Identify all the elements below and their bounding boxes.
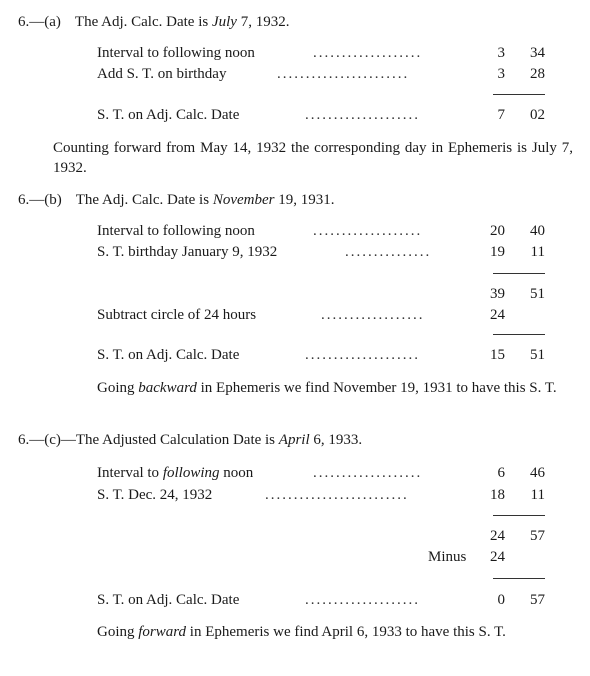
- row-label: S. T. on Adj. Calc. Date: [97, 347, 240, 363]
- row-label: Interval to following noon: [97, 45, 255, 61]
- hours-value: 7: [497, 107, 505, 123]
- section-b-title-prefix: The Adj. Calc. Date is: [75, 192, 213, 208]
- hours-value: 15: [490, 347, 505, 363]
- sum-rule: [493, 273, 545, 274]
- row-label: Subtract circle of 24 hours: [97, 307, 257, 323]
- leader-dots: ....................: [305, 107, 420, 123]
- section-c-title-rest: 6, 1933.: [309, 432, 363, 448]
- leader-dots: ...................: [313, 465, 423, 481]
- hours-value: 39: [490, 286, 505, 302]
- leader-dots: .........................: [265, 487, 409, 503]
- minutes-value: 51: [530, 286, 545, 302]
- section-b-label: 6.—(b): [18, 192, 62, 208]
- section-b-title: [76, 192, 335, 208]
- hours-value: 3: [497, 66, 505, 82]
- section-c-note: [97, 622, 577, 642]
- minutes-value: 57: [530, 528, 545, 544]
- section-b-title-rest: 19, 1931.: [274, 192, 335, 208]
- minutes-value: 51: [530, 347, 545, 363]
- leader-dots: ...............: [345, 244, 432, 260]
- row-label: Interval to following noon: [97, 223, 255, 239]
- section-a-title: [75, 14, 290, 30]
- difference-rule: [493, 334, 545, 335]
- section-b-note: [97, 378, 577, 398]
- row-label: Add S. T. on birthday: [97, 66, 227, 82]
- minutes-value: 11: [530, 487, 545, 503]
- section-b-heading: [18, 191, 334, 209]
- note-text: in Ephemeris we find April 6, 1933 to have this S. T.: [186, 624, 506, 640]
- note-text: Going: [97, 624, 139, 640]
- sum-rule: [493, 94, 545, 95]
- hours-value: 18: [490, 487, 505, 503]
- row-label: [97, 464, 253, 482]
- row-label: S. T. on Adj. Calc. Date: [97, 107, 240, 123]
- section-a-title-rest: 7, 1932.: [236, 14, 290, 30]
- minutes-value: 46: [530, 465, 545, 481]
- hours-value: 6: [497, 465, 505, 481]
- leader-dots: ..................: [321, 307, 425, 323]
- leader-dots: .......................: [277, 66, 410, 82]
- row-label: S. T. Dec. 24, 1932: [97, 487, 213, 503]
- leader-dots: ....................: [305, 347, 420, 363]
- hours-value: 19: [490, 244, 505, 260]
- minutes-value: 11: [530, 244, 545, 260]
- leader-dots: ...................: [313, 223, 423, 239]
- section-a-title-prefix: The Adj. Calc. Date is: [74, 14, 212, 30]
- section-a-title-month: July: [211, 14, 237, 30]
- section-c-title-month: April: [278, 432, 310, 448]
- minutes-value: 34: [530, 45, 545, 61]
- minutes-value: 57: [530, 592, 545, 608]
- section-a-label: 6.—(a): [18, 14, 61, 30]
- section-b-title-month: November: [212, 192, 275, 208]
- section-a-note: Counting forward from May 14, 1932 the corresponding day in Ephemeris is July 7, 1932.: [53, 140, 573, 176]
- note-text: Going: [97, 380, 139, 396]
- minus-label: Minus: [428, 549, 467, 565]
- difference-rule: [493, 578, 545, 579]
- note-emphasis: forward: [138, 624, 187, 640]
- hours-value: 20: [490, 223, 505, 239]
- row-label-part: Interval to: [97, 465, 163, 481]
- row-label: S. T. on Adj. Calc. Date: [97, 592, 240, 608]
- leader-dots: ....................: [305, 592, 420, 608]
- row-label: S. T. birthday January 9, 1932: [97, 244, 278, 260]
- note-emphasis: backward: [138, 380, 197, 396]
- hours-value: 3: [497, 45, 505, 61]
- minutes-value: 40: [530, 223, 545, 239]
- section-a-heading: [18, 13, 289, 31]
- hours-value: 24: [490, 528, 505, 544]
- sum-rule: [493, 515, 545, 516]
- hours-value: 24: [490, 307, 505, 323]
- row-label-part: noon: [219, 465, 254, 481]
- section-c-label: 6.—(c)—The Adjusted Calculation Date is: [18, 432, 279, 448]
- section-c-heading: [18, 431, 362, 449]
- note-text: in Ephemeris we find November 19, 1931 to have this S. T.: [196, 380, 557, 396]
- leader-dots: ...................: [313, 45, 423, 61]
- hours-value: 0: [497, 592, 505, 608]
- hours-value: 24: [490, 549, 505, 565]
- minutes-value: 02: [530, 107, 545, 123]
- row-label-emphasis: following: [162, 465, 220, 481]
- minutes-value: 28: [530, 66, 545, 82]
